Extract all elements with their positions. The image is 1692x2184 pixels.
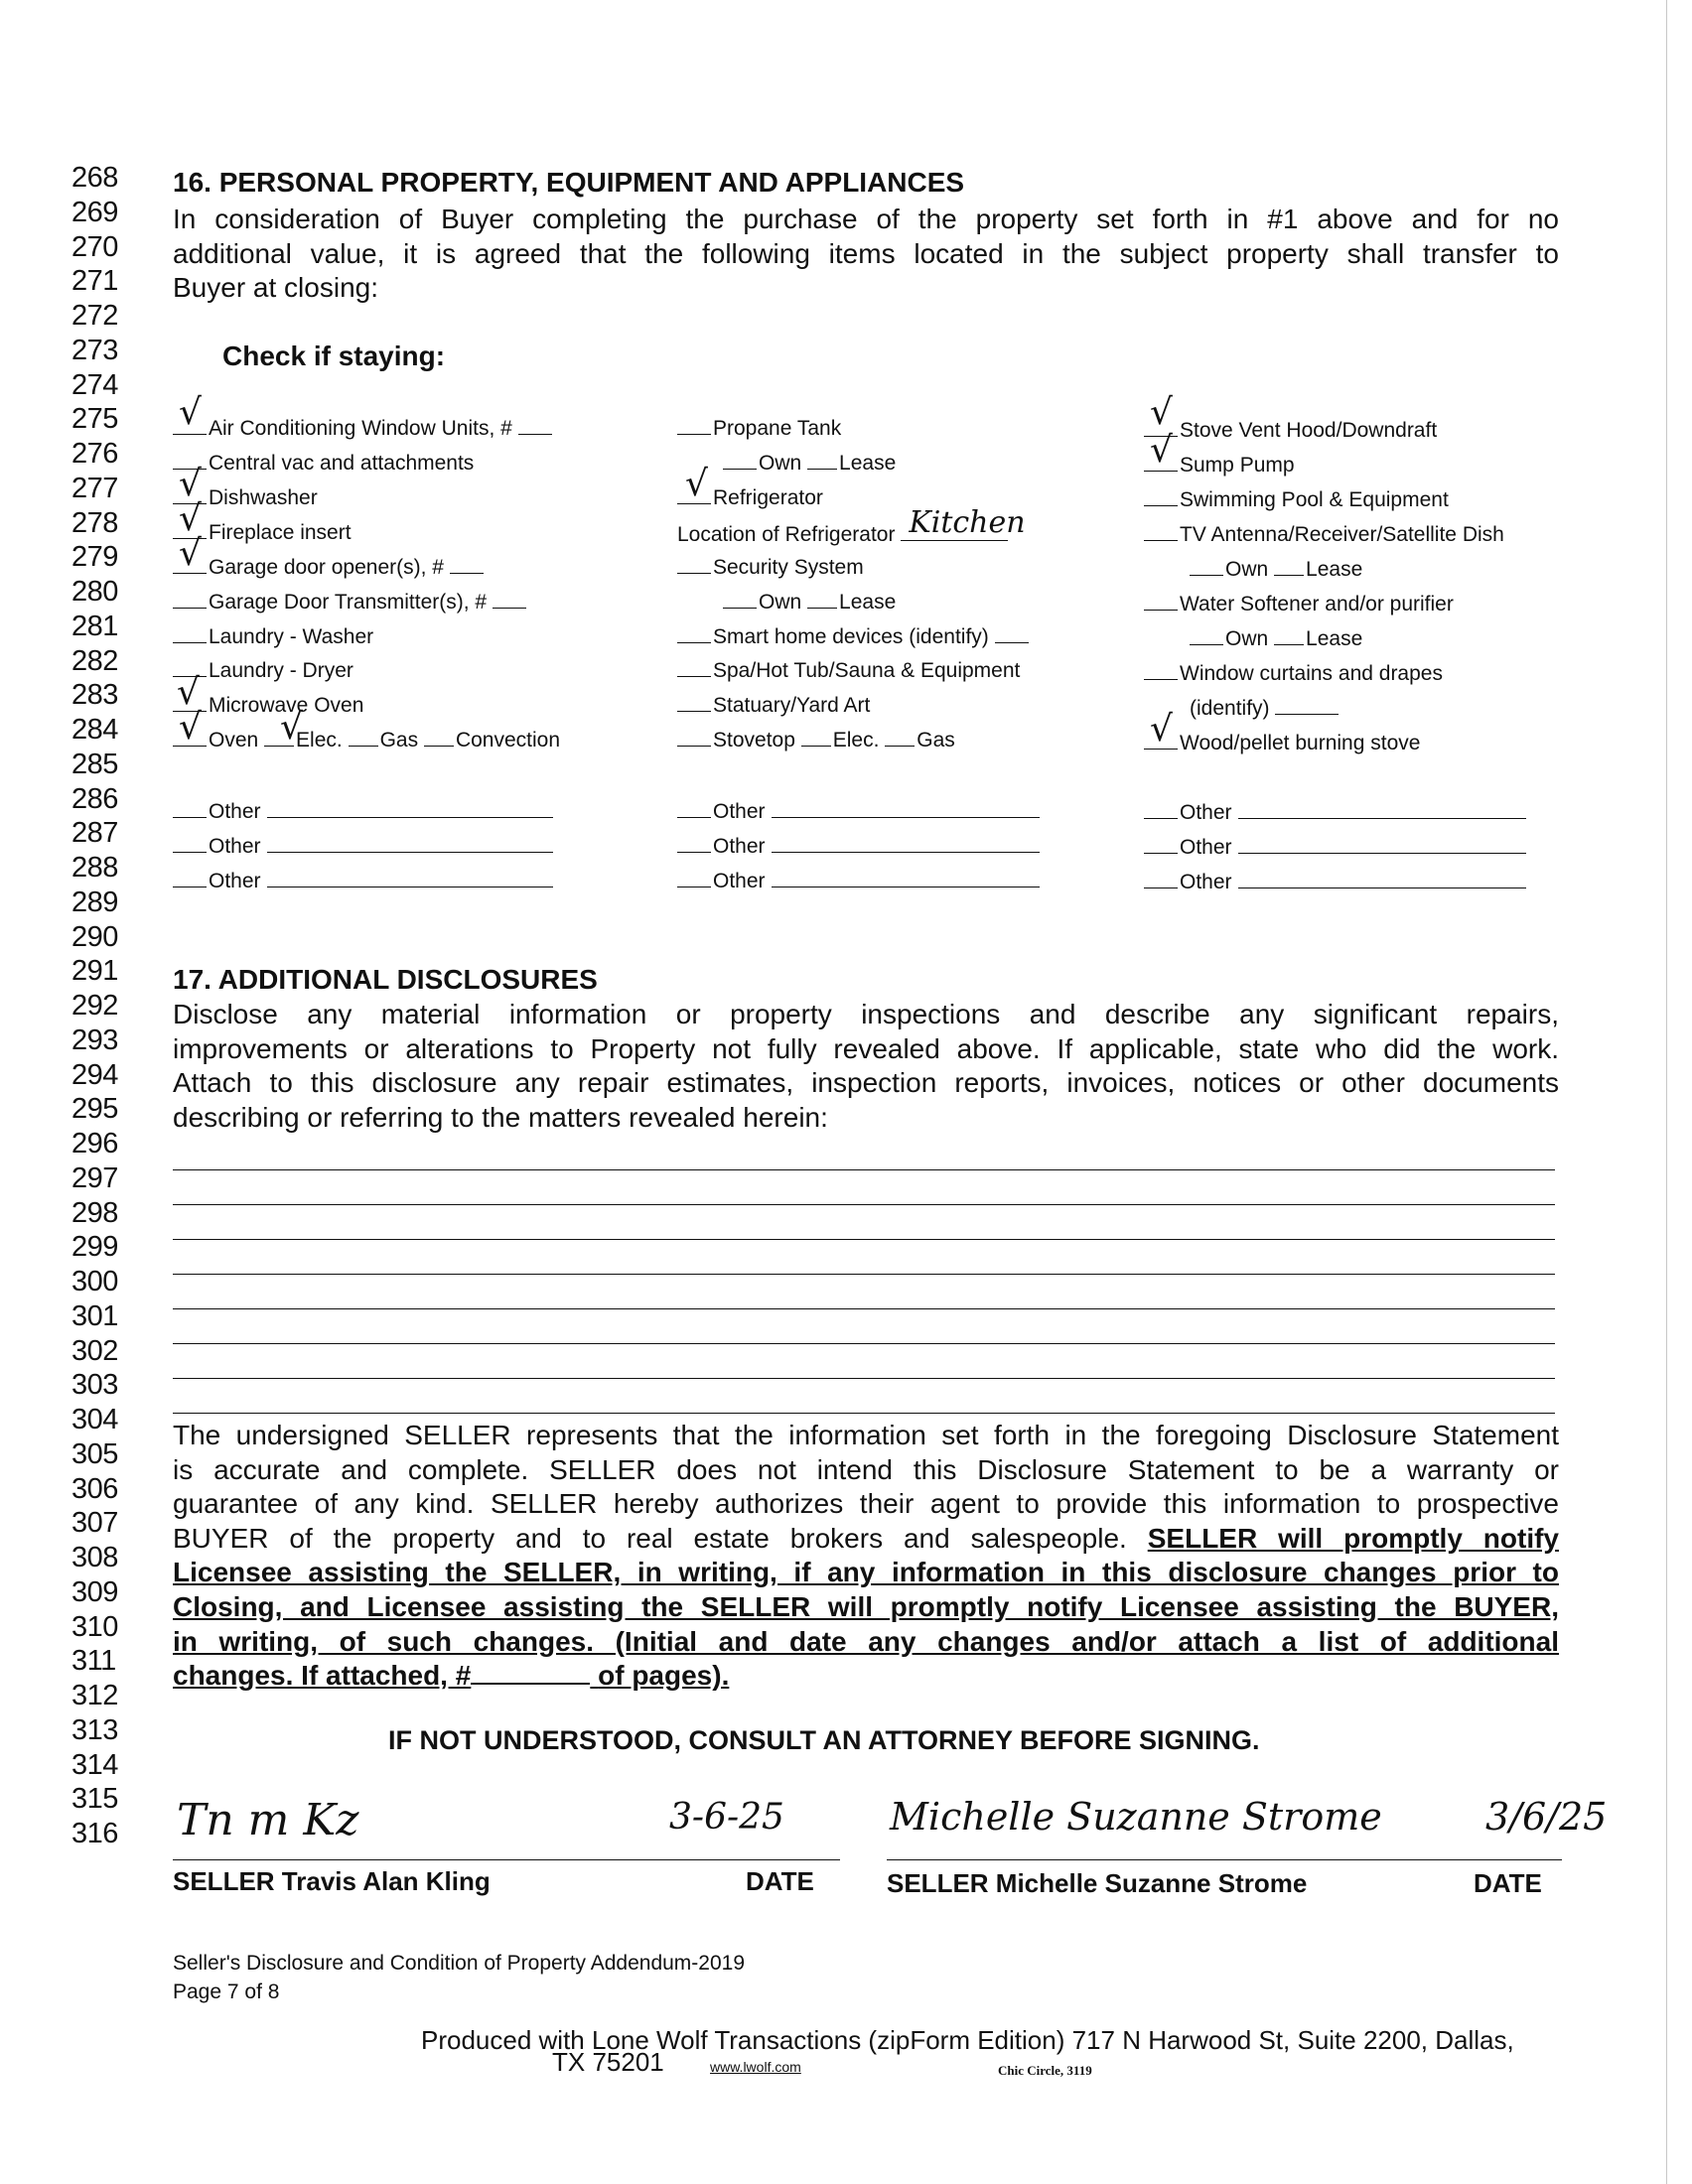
- line-number: 271: [71, 265, 118, 298]
- item-window-curtains[interactable]: Window curtains and drapes: [1144, 663, 1443, 684]
- item-fireplace-insert[interactable]: Fireplace insert: [173, 522, 352, 543]
- item-stovetop[interactable]: Stovetop Elec. Gas: [677, 730, 955, 751]
- seller1-signature-line[interactable]: [173, 1859, 840, 1860]
- intro-line: In consideration of Buyer completing the purchase of the property set forth in #1 above and for no: [173, 204, 1559, 234]
- line-number: 274: [71, 368, 118, 401]
- statement-line: BUYER of the property and to real estate brokers and salespeople. SELLER will promptly notify: [173, 1522, 1559, 1554]
- line-number: 288: [71, 852, 118, 884]
- item-laundry-washer[interactable]: Laundry - Washer: [173, 626, 373, 647]
- item-curtains-identify[interactable]: (identify): [1190, 698, 1340, 719]
- line-number: 312: [71, 1680, 118, 1711]
- checkmark-wood-stove: √: [1150, 709, 1173, 750]
- line-number: 314: [71, 1748, 118, 1781]
- section-17-text: [173, 998, 1559, 1135]
- item-laundry-dryer[interactable]: Laundry - Dryer: [173, 660, 353, 681]
- line-number: 282: [71, 644, 118, 677]
- checkmark-oven-elec: √: [280, 707, 303, 748]
- checkmark-refrigerator: √: [685, 464, 708, 504]
- line-number: 278: [71, 506, 118, 539]
- attorney-warning: IF NOT UNDERSTOOD, CONSULT AN ATTORNEY BEFORE SIGNING.: [388, 1725, 1260, 1755]
- line-number: 308: [71, 1542, 118, 1573]
- line-number: 280: [71, 576, 118, 608]
- line-number: 301: [71, 1299, 118, 1332]
- page-edge: [1666, 0, 1667, 2184]
- item-softener-own-lease[interactable]: Own Lease: [1190, 628, 1362, 649]
- line-number: 284: [71, 714, 118, 746]
- disclosure-blank-line[interactable]: [173, 1274, 1555, 1275]
- other-field[interactable]: Other: [1144, 800, 1526, 823]
- line-number: 298: [71, 1196, 118, 1229]
- line-number: 292: [71, 990, 118, 1022]
- check-if-staying-heading: Check if staying:: [222, 341, 446, 371]
- website-link[interactable]: www.lwolf.com: [710, 2059, 801, 2075]
- statement-line: changes. If attached, # of pages).: [173, 1660, 730, 1692]
- seller-statement: [173, 1419, 1559, 1694]
- item-security-own-lease[interactable]: Own Lease: [723, 592, 896, 613]
- page-number: Page 7 of 8: [173, 1980, 280, 2003]
- line-number: 296: [71, 1128, 118, 1160]
- line-number: 294: [71, 1058, 118, 1091]
- item-ac-window-units[interactable]: Air Conditioning Window Units, #: [173, 418, 554, 439]
- line-number: 300: [71, 1266, 118, 1297]
- line-number: 286: [71, 782, 118, 815]
- line-number: 291: [71, 955, 118, 988]
- statement-line: The undersigned SELLER represents that the information set forth in the foregoing Disclosure Statement: [173, 1420, 1559, 1450]
- line-number: 309: [71, 1575, 118, 1608]
- section-17-title: 17. ADDITIONAL DISCLOSURES: [173, 964, 598, 995]
- line-number: 313: [71, 1713, 118, 1746]
- item-tv-antenna[interactable]: TV Antenna/Receiver/Satellite Dish: [1144, 524, 1504, 545]
- checkmark-stove-vent: √: [1150, 392, 1173, 433]
- statement-line: is accurate and complete. SELLER does not intend this Disclosure Statement to be a warranty or: [173, 1453, 1559, 1485]
- item-refrigerator-location[interactable]: Location of Refrigerator Kitchen: [677, 505, 1026, 546]
- item-garage-door-transmitter[interactable]: Garage Door Transmitter(s), #: [173, 592, 528, 613]
- seller1-signature: Tn m Kz: [177, 1795, 359, 1845]
- other-field[interactable]: Other: [1144, 835, 1526, 858]
- form-name: Seller's Disclosure and Condition of Property Addendum-2019: [173, 1952, 746, 1975]
- line-number: 270: [71, 230, 118, 263]
- statement-line: guarantee of any kind. SELLER hereby authorizes their agent to provide this information to prospective: [173, 1488, 1559, 1520]
- line-number: 285: [71, 748, 118, 780]
- other-field[interactable]: Other: [677, 799, 1040, 822]
- seller2-signature-line[interactable]: [887, 1859, 1562, 1860]
- disclosure-blank-line[interactable]: [173, 1169, 1555, 1170]
- disclosure-line: improvements or alterations to Property not fully revealed above. If applicable, state who did the work.: [173, 1032, 1559, 1064]
- statement-line: Closing, and Licensee assisting the SELLER will promptly notify Licensee assisting the BUYER,: [173, 1590, 1559, 1622]
- item-water-softener[interactable]: Water Softener and/or purifier: [1144, 594, 1454, 614]
- disclosure-line: Disclose any material information or property inspections and describe any significant repairs,: [173, 999, 1559, 1029]
- line-number: 295: [71, 1093, 118, 1126]
- line-number: 316: [71, 1818, 118, 1849]
- item-security-system[interactable]: Security System: [677, 557, 864, 578]
- checkmark-fireplace: √: [179, 498, 202, 539]
- line-number: 269: [71, 196, 118, 228]
- statement-line: Licensee assisting the SELLER, in writing, if any information in this disclosure changes prior to: [173, 1557, 1559, 1588]
- section-16-title: 16. PERSONAL PROPERTY, EQUIPMENT AND APPLIANCES: [173, 167, 965, 198]
- section-16-intro: [173, 203, 1559, 306]
- disclosure-blank-line[interactable]: [173, 1343, 1555, 1344]
- document-name: Chic Circle, 3119: [998, 2063, 1092, 2078]
- item-microwave-oven[interactable]: Microwave Oven: [173, 695, 363, 716]
- other-field[interactable]: Other: [677, 834, 1040, 857]
- disclosure-blank-line[interactable]: [173, 1308, 1555, 1309]
- line-number: 272: [71, 300, 118, 332]
- produced-address: TX 75201: [552, 2047, 664, 2077]
- line-number: 287: [71, 817, 118, 850]
- disclosure-blank-line[interactable]: [173, 1413, 1555, 1414]
- item-sump-pump[interactable]: Sump Pump: [1144, 455, 1295, 476]
- statement-line: in writing, of such changes. (Initial and date any changes and/or attach a list of additional: [173, 1625, 1559, 1657]
- line-number: 283: [71, 679, 118, 712]
- line-number: 299: [71, 1231, 118, 1264]
- line-number: 268: [71, 162, 118, 194]
- item-swimming-pool[interactable]: Swimming Pool & Equipment: [1144, 489, 1449, 510]
- seller1-label: SELLER Travis Alan Kling: [173, 1866, 491, 1896]
- other-field[interactable]: Other: [173, 799, 553, 822]
- line-number: 303: [71, 1369, 118, 1402]
- item-tv-own-lease[interactable]: Own Lease: [1190, 559, 1362, 580]
- other-field[interactable]: Other: [677, 869, 1040, 891]
- seller1-date-label: DATE: [746, 1866, 814, 1896]
- other-field[interactable]: Other: [173, 869, 553, 891]
- line-number: 276: [71, 438, 118, 470]
- refrigerator-location-value: Kitchen: [909, 505, 1026, 540]
- item-propane-tank[interactable]: Propane Tank: [677, 418, 841, 439]
- item-central-vac[interactable]: Central vac and attachments: [173, 453, 474, 474]
- line-number: 293: [71, 1024, 118, 1056]
- line-number: 307: [71, 1507, 118, 1540]
- line-number: 302: [71, 1334, 118, 1367]
- line-number: 290: [71, 920, 118, 953]
- line-number: 306: [71, 1472, 118, 1505]
- line-number: 279: [71, 541, 118, 574]
- seller1-date-handwritten: 3-6-25: [669, 1797, 784, 1838]
- line-number: 277: [71, 472, 118, 504]
- item-spa-hot-tub[interactable]: Spa/Hot Tub/Sauna & Equipment: [677, 660, 1020, 681]
- line-number: 281: [71, 610, 118, 642]
- item-stove-vent-hood[interactable]: Stove Vent Hood/Downdraft: [1144, 420, 1437, 441]
- disclosure-blank-line[interactable]: [173, 1378, 1555, 1379]
- disclosure-line: Attach to this disclosure any repair estimates, inspection reports, invoices, notices or other documents: [173, 1067, 1559, 1099]
- refrigerator-location-field[interactable]: [901, 505, 1026, 541]
- seller2-date-handwritten: 3/6/25: [1485, 1795, 1608, 1839]
- item-wood-stove[interactable]: Wood/pellet burning stove: [1144, 733, 1420, 753]
- seller2-label: SELLER Michelle Suzanne Strome: [887, 1868, 1308, 1898]
- line-number: 315: [71, 1783, 118, 1816]
- line-number: 311: [71, 1645, 116, 1678]
- line-number: 273: [71, 334, 118, 366]
- disclosure-line: describing or referring to the matters revealed herein:: [173, 1101, 828, 1133]
- item-statuary[interactable]: Statuary/Yard Art: [677, 695, 870, 716]
- line-number: 297: [71, 1161, 118, 1194]
- item-dishwasher[interactable]: Dishwasher: [173, 487, 318, 508]
- seller2-signature: Michelle Suzanne Strome: [890, 1795, 1382, 1839]
- line-number: 289: [71, 886, 118, 918]
- intro-line: Buyer at closing:: [173, 272, 378, 304]
- line-number: 310: [71, 1610, 118, 1643]
- disclosure-blank-line[interactable]: [173, 1239, 1555, 1240]
- item-oven[interactable]: Oven Elec. Gas Convection: [173, 730, 560, 751]
- seller2-date-label: DATE: [1474, 1868, 1542, 1898]
- line-number: 305: [71, 1437, 118, 1470]
- other-field[interactable]: Other: [1144, 870, 1526, 892]
- disclosure-blank-line[interactable]: [173, 1204, 1555, 1205]
- checkmark-ac-units: √: [179, 392, 202, 433]
- item-garage-door-opener[interactable]: Garage door opener(s), #: [173, 557, 486, 578]
- checkmark-dishwasher: √: [179, 464, 202, 504]
- line-number: 304: [71, 1404, 118, 1435]
- checkmark-sump-pump: √: [1150, 430, 1173, 471]
- intro-line: additional value, it is agreed that the following items located in the subject property shall transfer to: [173, 237, 1559, 269]
- line-number: 275: [71, 403, 118, 436]
- item-smart-home[interactable]: Smart home devices (identify): [677, 626, 1031, 647]
- checkmark-oven: √: [179, 707, 202, 748]
- checkmark-microwave: √: [177, 672, 200, 713]
- item-propane-own-lease[interactable]: Own Lease: [723, 453, 896, 474]
- checkmark-garage-opener: √: [179, 533, 202, 574]
- item-refrigerator[interactable]: Refrigerator: [677, 487, 823, 508]
- produced-with: Produced with Lone Wolf Transactions (zipForm Edition) 717 N Harwood St, Suite 2200, Dallas,: [421, 2025, 1514, 2055]
- attached-pages-field[interactable]: [471, 1661, 590, 1685]
- other-field[interactable]: Other: [173, 834, 553, 857]
